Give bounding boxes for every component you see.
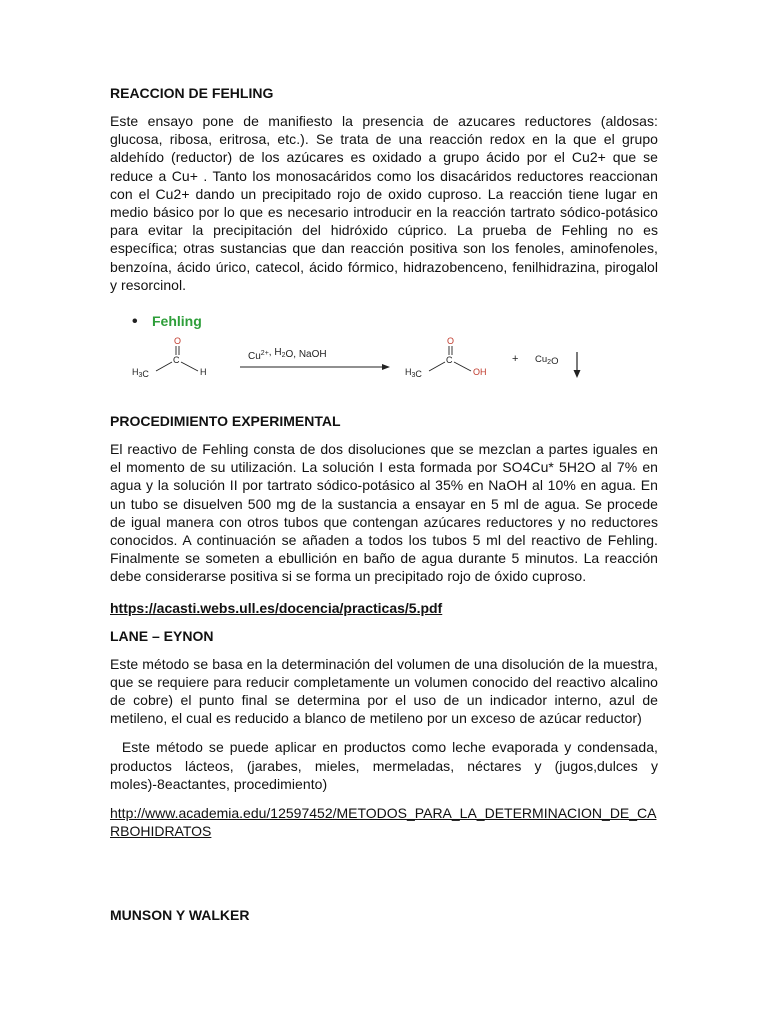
section-title-munson-walker: MUNSON Y WALKER (110, 907, 250, 924)
section-title-procedimiento: PROCEDIMIENTO EXPERIMENTAL (110, 413, 341, 430)
reactant-bond-left (156, 362, 172, 371)
product-bond-left (429, 362, 445, 371)
precipitate-label: $Cu_2O$ (535, 354, 559, 368)
reaction-plus: + (512, 353, 519, 366)
procedimiento-source-link[interactable]: https://acasti.webs.ull.es/docencia/practicas/5.pdf (110, 599, 443, 616)
product-carbon-label: C (446, 355, 453, 366)
reaction-diagram (110, 312, 658, 390)
lane-eynon-source-link[interactable]: http://www.academia.edu/12597452/METODOS_PARA_LA_DETERMINACION_DE_CARBOHIDRATOS (110, 805, 657, 840)
document-page (110, 84, 662, 924)
product-bond-right (454, 362, 471, 371)
product-methyl-label: $H_3C$ (405, 367, 422, 380)
reaction-conditions: $Cu^{2+}$, $H_2O$, NaOH (248, 347, 327, 363)
reactant-bond-right (181, 362, 198, 371)
fehling-description: Este ensayo pone de manifiesto la presencia de azucares reductores (aldosas: glucosa, ribosa, eritrosa, etc.). Se trata de una reacción redox en la que el grupo aldehído (reductor) de los azúcares es oxidado a grupo ácido por el Cu2+ que se reduce a Cu+ . Tanto los monosacáridos como los disacáridos reductores reaccionan con el Cu2+ dando un precipitado rojo de oxido cuproso. La reacción tiene lugar en medio básico por lo que es necesario introducir en la reacción tartrato sódico-potásico para evitar la precipitación del hidróxido cúprico. La prueba de Fehling no es específica; otras sustancias que dan reacción positiva son los fenoles, aminofenoles, benzoína, ácido úrico, catecol, ácido fórmico, hidrazobenceno, fenilhidrazina, pirogalol y resorcinol. (110, 113, 658, 293)
lane-eynon-description: Este método se basa en la determinación del volumen de una disolución de la muestra, que se requiere para reducir completamente un volumen conocido del reactivo alcalino de cobre) el punto final se determina por el uso de un indicador interno, azul de metileno, el cual es reducido a blanco de metileno por un exceso de azúcar reductor) (110, 655, 658, 727)
reactant-carbon-label: C (173, 355, 180, 366)
reactant-hydrogen-label: H (200, 367, 207, 378)
precipitate-arrow-head (574, 370, 581, 378)
reactant-methyl-label: $H_3C$ (132, 367, 149, 380)
figure-label-fehling: Fehling (152, 313, 202, 330)
product-hydroxyl-label: OH (473, 367, 487, 378)
section-title-fehling: REACCION DE FEHLING (110, 85, 274, 101)
section-title-lane-eynon: LANE – EYNON (110, 627, 214, 644)
figure-bullet: • (132, 313, 138, 331)
reactant-oxygen-label: O (174, 336, 182, 347)
lane-eynon-applications: Este método se puede aplicar en productos como leche evaporada y condensada, productos lácteos, (jarabes, mieles, mermeladas, néctares y (jugos,dulces y moles)-8eactantes, procedimiento) (110, 739, 662, 792)
fehling-reaction-figure (110, 312, 658, 390)
product-oxygen-label: O (447, 336, 455, 347)
reaction-arrow-head (382, 364, 390, 370)
procedimiento-description: El reactivo de Fehling consta de dos disoluciones que se mezclan a partes iguales en el momento de su utilización. La solución I esta formada por SO4Cu* 5H2O al 7% en agua y la solución II por tartrato sódico-potásico al 35% en NaOH al 10% en agua. En un tubo se disuelven 500 mg de la sustancia a ensayar en 5 ml de agua. Se procede de igual manera con otros tubos que contengan azúcares reductores y no reductores conocidos. A continuación se añaden a todos los tubos 5 ml del reactivo de Fehling. Finalmente se someten a ebullición en baño de agua durante 5 minutos. La reacción debe considerarse positiva si se forma un precipitado rojo de óxido cuproso. (110, 441, 658, 585)
